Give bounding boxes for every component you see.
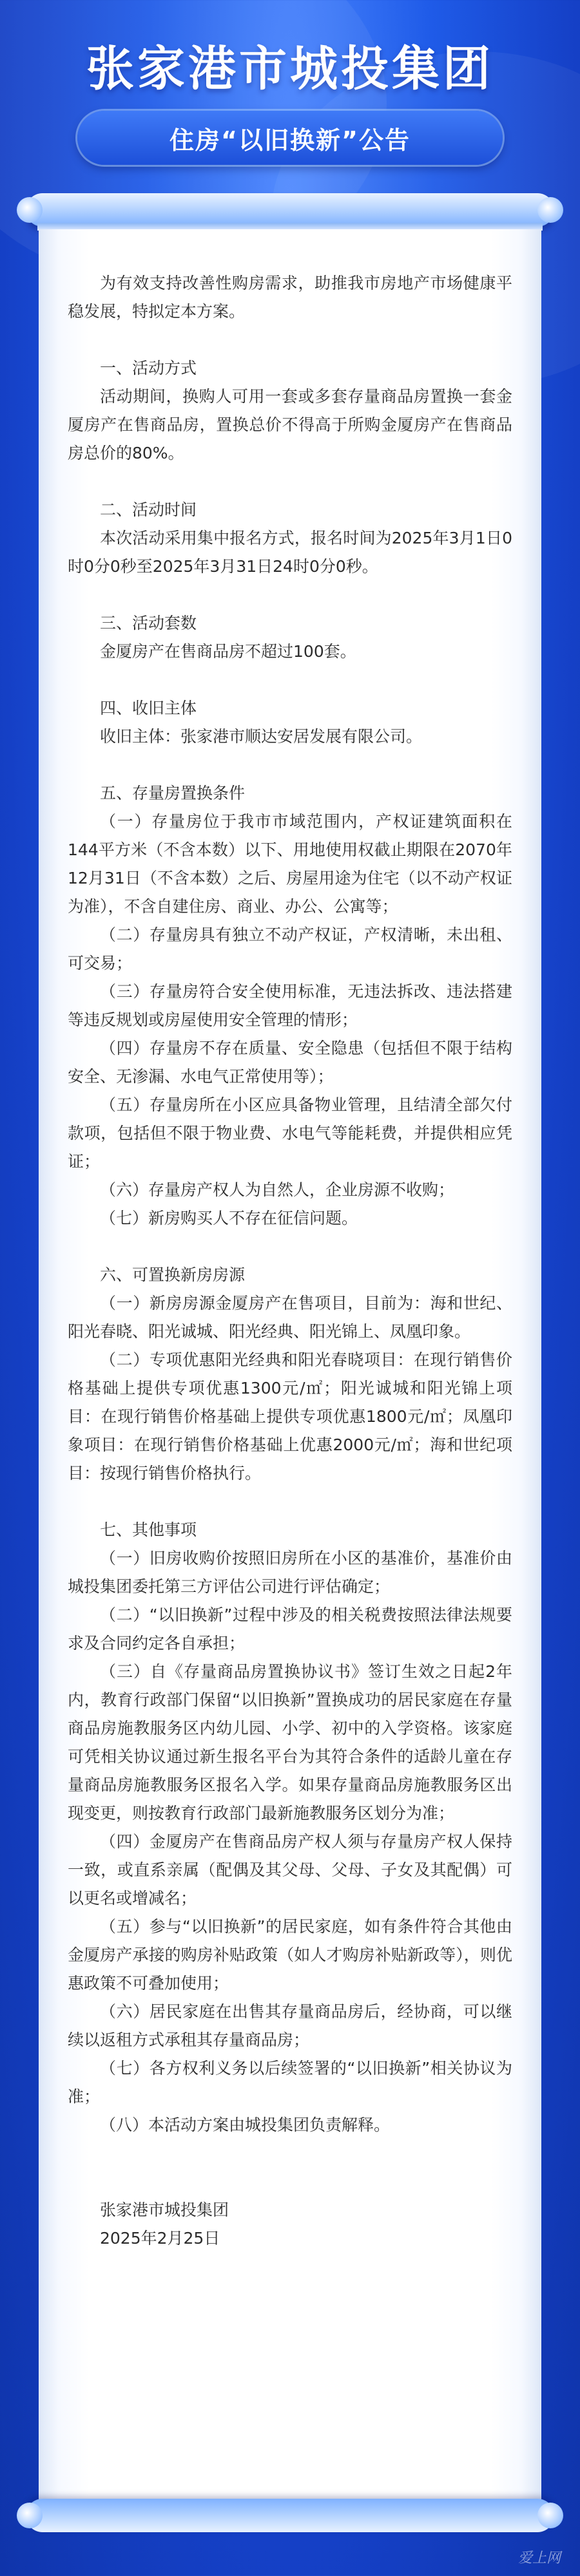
list-item: （八）本活动方案由城投集团负责解释。 [100, 2116, 391, 2134]
list-item: （三）自《存量商品房置换协议书》签订生效之日起2年内，教育行政部门保留“以旧换新”置换成功的居民家庭在存量商品房施教服务区内幼儿园、小学、初中的入学资格。该家庭可凭相关协议通过新生报名平台为其符合条件的适龄儿童在存量商品房施教服务区报名入学。如果存量商品房施教服务区出现变更，则按教育行政部门最新施教服务区划分为准； [68, 1662, 512, 1823]
list-item: （五）存量房所在小区应具备物业管理，且结清全部欠付款项，包括但不限于物业费、水电气等能耗费，并提供相应凭证； [68, 1095, 512, 1171]
list-item: （五）参与“以旧换新”的居民家庭，如有条件符合其他由金厦房产承接的购房补贴政策（如人才购房补贴新政等），则优惠政策不可叠加使用； [68, 1917, 512, 1993]
section-heading: 一、活动方式 [100, 359, 197, 377]
section-heading: 四、收旧主体 [100, 699, 197, 717]
page-title: 张家港市城投集团 [86, 41, 494, 97]
section-heading: 三、活动套数 [100, 614, 197, 632]
list-item: （二）专项优惠阳光经典和阳光春晓项目：在现行销售价格基础上提供专项优惠1300元/㎡；阳光诚城和阳光锦上项目：在现行销售价格基础上提供专项优惠1800元/㎡；凤凰印象项目：在现行销售价格基础上优惠2000元/㎡；海和世纪项目：按现行销售价格执行。 [68, 1350, 512, 1482]
section-heading: 六、可置换新房房源 [100, 1265, 246, 1284]
scroll-bottom-roller [26, 2499, 554, 2532]
section-text: 收旧主体：张家港市顺达安居发展有限公司。 [100, 727, 423, 746]
list-item: （一）存量房位于我市市域范围内，产权证建筑面积在144平方米（不含本数）以下、用地使用权截止期限在2070年12月31日（不含本数）之后、房屋用途为住宅（以不动产权证为准），不含自建住房、商业、办公、公寓等； [68, 812, 512, 916]
page-subtitle: 住房“以旧换新”公告 [169, 126, 411, 155]
intro-paragraph: 为有效支持改善性购房需求，助推我市房地产市场健康平稳发展，特拟定本方案。 [68, 274, 512, 321]
section-text: 活动期间，换购人可用一套或多套存量商品房置换一套金厦房产在售商品房，置换总价不得高于所购金厦房产在售商品房总价的80%。 [68, 387, 512, 462]
list-item: （七）新房购买人不存在征信问题。 [100, 1209, 358, 1227]
list-item: （一）新房房源金厦房产在售项目，目前为：海和世纪、阳光春晓、阳光诚城、阳光经典、阳光锦上、凤凰印象。 [68, 1294, 512, 1341]
list-item: （七）各方权利义务以后续签署的“以旧换新”相关协议为准； [68, 2059, 512, 2106]
section-heading: 五、存量房置换条件 [100, 784, 246, 802]
section-text: 本次活动采用集中报名方式，报名时间为2025年3月1日0时0分0秒至2025年3月31日24时0分0秒。 [68, 529, 512, 576]
list-item: （四）金厦房产在售商品房产权人须与存量房产权人保持一致，或直系亲属（配偶及其父母、父母、子女及其配偶）可以更名或增减名； [68, 1832, 512, 1908]
announcement-content [68, 269, 512, 2253]
list-item: （六）居民家庭在出售其存量商品房后，经协商，可以继续以返租方式承租其存量商品房； [68, 2002, 512, 2049]
section-heading: 二、活动时间 [100, 500, 197, 519]
list-item: （二）存量房具有独立不动产权证，产权清晰，未出租、可交易； [68, 925, 512, 972]
section-text: 金厦房产在售商品房不超过100套。 [100, 642, 356, 661]
list-item: （六）存量房产权人为自然人，企业房源不收购； [100, 1180, 455, 1199]
watermark: 爱上网 [517, 2550, 561, 2566]
list-item: （一）旧房收购价按照旧房所在小区的基准价，基准价由城投集团委托第三方评估公司进行评估确定； [68, 1549, 512, 1596]
list-item: （四）存量房不存在质量、安全隐患（包括但不限于结构安全、无渗漏、水电气正常使用等）； [68, 1039, 512, 1086]
scroll-top-roller [26, 193, 554, 227]
list-item: （二）“以旧换新”过程中涉及的相关税费按照法律法规要求及合同约定各自承担； [68, 1605, 512, 1653]
subtitle-banner [77, 111, 503, 165]
list-item: （三）存量房符合安全使用标准，无违法拆改、违法搭建等违反规划或房屋使用安全管理的情形； [68, 982, 512, 1029]
signature-org: 张家港市城投集团 [100, 2201, 229, 2219]
signature-date: 2025年2月25日 [100, 2229, 220, 2248]
section-heading: 七、其他事项 [100, 1520, 197, 1539]
